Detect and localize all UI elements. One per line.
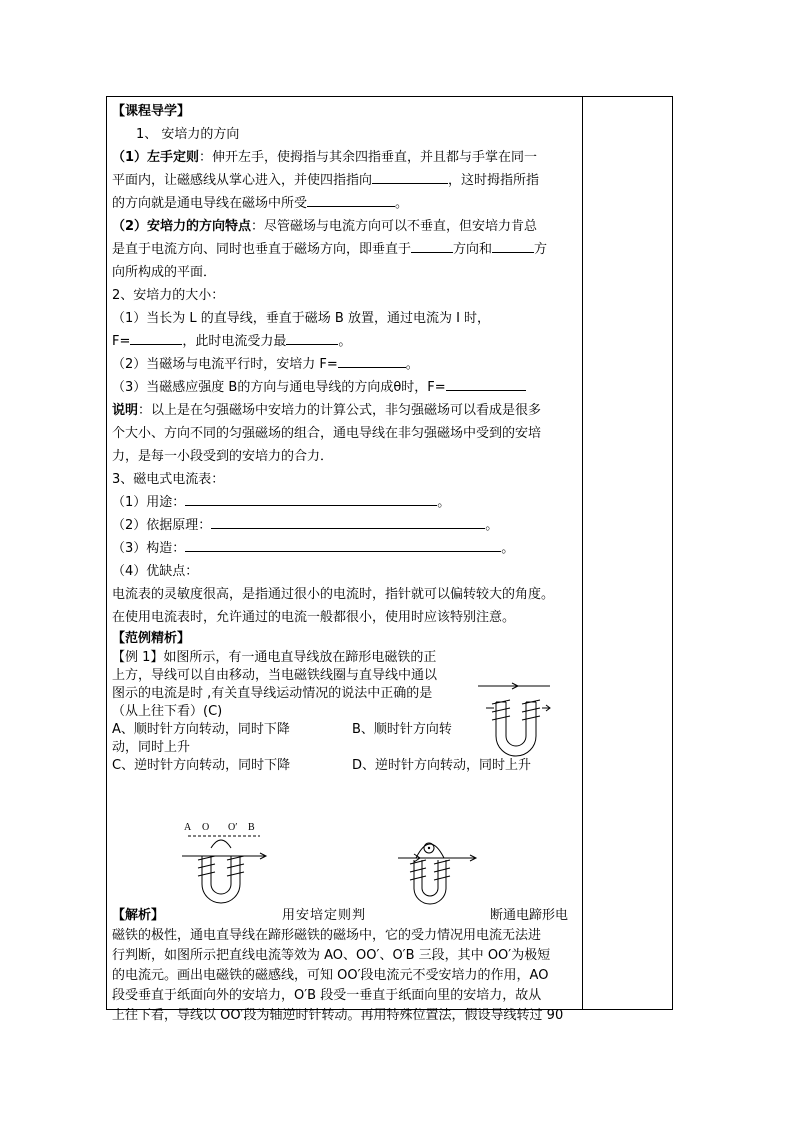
- q-line4: （从上往下看）(C): [112, 704, 223, 719]
- s1-p1-text-b: 平面内，让磁感线从掌心进入，并使四指指向: [112, 173, 373, 188]
- q-line1: 【例 1】如图所示，有一通电直导线放在蹄形电磁铁的正: [112, 650, 437, 665]
- analysis-label: 【解析】: [112, 908, 165, 923]
- option-d: D、逆时针方向转动，同时上升: [352, 758, 532, 773]
- s1-p2-line3: 向所构成的平面．: [112, 265, 217, 280]
- q-line3: 图示的电流是时 ,有关直导线运动情况的说法中正确的是: [112, 686, 433, 701]
- s2-p2-text-b: 。: [405, 357, 419, 372]
- example-figure-magnet: [476, 678, 556, 768]
- period: 。: [485, 518, 499, 533]
- s3-text-a: 电流表的灵敏度很高，是指通过很小的电流时，指针就可以偏转较大的角度。: [112, 587, 555, 602]
- blank-field[interactable]: [185, 537, 501, 552]
- analysis-line5: 上往下看，导线以 OO′段为轴逆时针转动。再用特殊位置法，假设导线转过 90: [112, 1008, 564, 1023]
- s2-p2: [112, 353, 578, 376]
- s1-p1-line1: [112, 146, 578, 169]
- blank-field[interactable]: [307, 192, 395, 207]
- s2-p1-text-b: F=: [112, 334, 131, 349]
- s1-p1-text-a: ：伸开左手，使拇指与其余四指垂直，并且都与手掌在同一: [199, 150, 538, 165]
- s1-p1-text-e: 。: [395, 196, 409, 211]
- analysis-block: [112, 906, 578, 1026]
- analysis-line1: 磁铁的极性，通电直导线在蹄形磁铁的磁场中，它的受力情况用电流无法进: [112, 928, 542, 943]
- blank-field[interactable]: [130, 330, 182, 345]
- left-hand-rule-label: （1）左手定则: [112, 150, 200, 165]
- label-b: B: [248, 822, 255, 833]
- s3-text-b: 在使用电流表时，允许通过的电流一般都很小，使用时应该特别注意。: [112, 610, 516, 625]
- s2-p1-line2: [112, 330, 578, 353]
- s1-p2-text-a: ：尽管磁场与电流方向可以不垂直，但安培力肯总: [251, 219, 538, 234]
- label-a: A: [184, 822, 192, 833]
- analysis-line3: 的电流元。画出电磁铁的磁感线，可知 OO′段电流元不受安培力的作用，AO: [112, 968, 549, 983]
- option-b: B、顺时针方向转: [352, 722, 452, 737]
- s2-p1-text-d: 。: [338, 334, 352, 349]
- analysis-right: 断通电蹄形电: [490, 908, 569, 923]
- s3-pros: （4）优缺点：: [112, 564, 199, 579]
- analysis-figure-right: [396, 832, 496, 917]
- s2-p3: [112, 376, 578, 399]
- analysis-line2: 行判断，如图所示把直线电流等效为 AO、OO′、O′B 三段，其中 OO′为极短: [112, 948, 551, 963]
- period: 。: [437, 495, 451, 510]
- column-divider: [582, 96, 583, 1010]
- blank-field[interactable]: [372, 169, 448, 184]
- option-c: C、逆时针方向转动，同时下降: [112, 758, 291, 773]
- section-heading-example: 【范例精析】: [112, 631, 191, 646]
- s3-structure: [112, 537, 578, 560]
- blank-field[interactable]: [446, 376, 526, 391]
- s1-p1-text-c: ，这时拇指所指: [448, 173, 540, 188]
- period: 。: [501, 541, 515, 556]
- s1-p1-line3: [112, 192, 578, 215]
- s3-principle: [112, 514, 578, 537]
- direction-feature-label: （2）安培力的方向特点: [112, 219, 252, 234]
- blank-field[interactable]: [492, 238, 534, 253]
- section-heading-guide: 【课程导学】: [112, 104, 191, 119]
- label-o-prime: O′: [228, 822, 238, 833]
- analysis-mid: 用安培定则判: [282, 908, 367, 923]
- blank-field[interactable]: [211, 514, 485, 529]
- s1-p2-text-d: 方: [534, 242, 548, 257]
- s3-use-label: （1）用途：: [112, 495, 186, 510]
- main-cell: [112, 100, 578, 775]
- option-b-cont: 动，同时上升: [112, 740, 191, 755]
- label-o: O: [202, 822, 210, 833]
- analysis-line0: [112, 906, 578, 926]
- note-line1: [112, 399, 578, 422]
- s1-p2-text-b: 是直于电流方向、同时也垂直于磁场方向，即垂直于: [112, 242, 412, 257]
- s1-p2-line1: [112, 215, 578, 238]
- analysis-line4: 段受垂直于纸面向外的安培力，O′B 段受一垂直于纸面向里的安培力，故从: [112, 988, 542, 1003]
- q-line2: 上方，导线可以自由移动，当电磁铁线圈与直导线中通以: [112, 668, 438, 683]
- s1-p1-line2: [112, 169, 578, 192]
- s1-p1-text-d: 的方向就是通电导线在磁场中所受: [112, 196, 308, 211]
- s3-title: 3、磁电式电流表：: [112, 472, 225, 487]
- s2-p1-line1: （1）当长为 L 的直导线，垂直于磁场 B 放置，通过电流为 I 时，: [112, 311, 491, 326]
- s1-p2-text-c: 方向和: [453, 242, 493, 257]
- blank-field[interactable]: [338, 353, 406, 368]
- s3-principle-label: （2）依据原理：: [112, 518, 212, 533]
- blank-field[interactable]: [286, 330, 338, 345]
- note-text-a: ：以上是在匀强磁场中安培力的计算公式，非匀强磁场可以看成是很多: [138, 403, 542, 418]
- note-line3: 力，是每一小段受到的安培力的合力．: [112, 449, 334, 464]
- s2-p3-text-a: （3）当磁感应强度 B的方向与通电导线的方向成θ时，F=: [112, 380, 446, 395]
- s2-p1-text-c: ，此时电流受力最: [182, 334, 287, 349]
- analysis-figure-left: [180, 818, 280, 913]
- note-label: 说明: [112, 403, 139, 418]
- s1-title: 1、 安培力的方向: [136, 127, 240, 142]
- option-a: A、顺时针方向转动，同时下降: [112, 722, 290, 737]
- s2-p2-text-a: （2）当磁场与电流平行时，安培力 F=: [112, 357, 338, 372]
- note-line2: 个大小、方向不同的匀强磁场的组合，通电导线在非匀强磁场中受到的安培: [112, 426, 542, 441]
- s3-use: [112, 491, 578, 514]
- s1-p2-line2: [112, 238, 578, 261]
- s2-title: 2、安培力的大小：: [112, 288, 225, 303]
- blank-field[interactable]: [411, 238, 453, 253]
- s3-structure-label: （3）构造：: [112, 541, 186, 556]
- blank-field[interactable]: [185, 491, 437, 506]
